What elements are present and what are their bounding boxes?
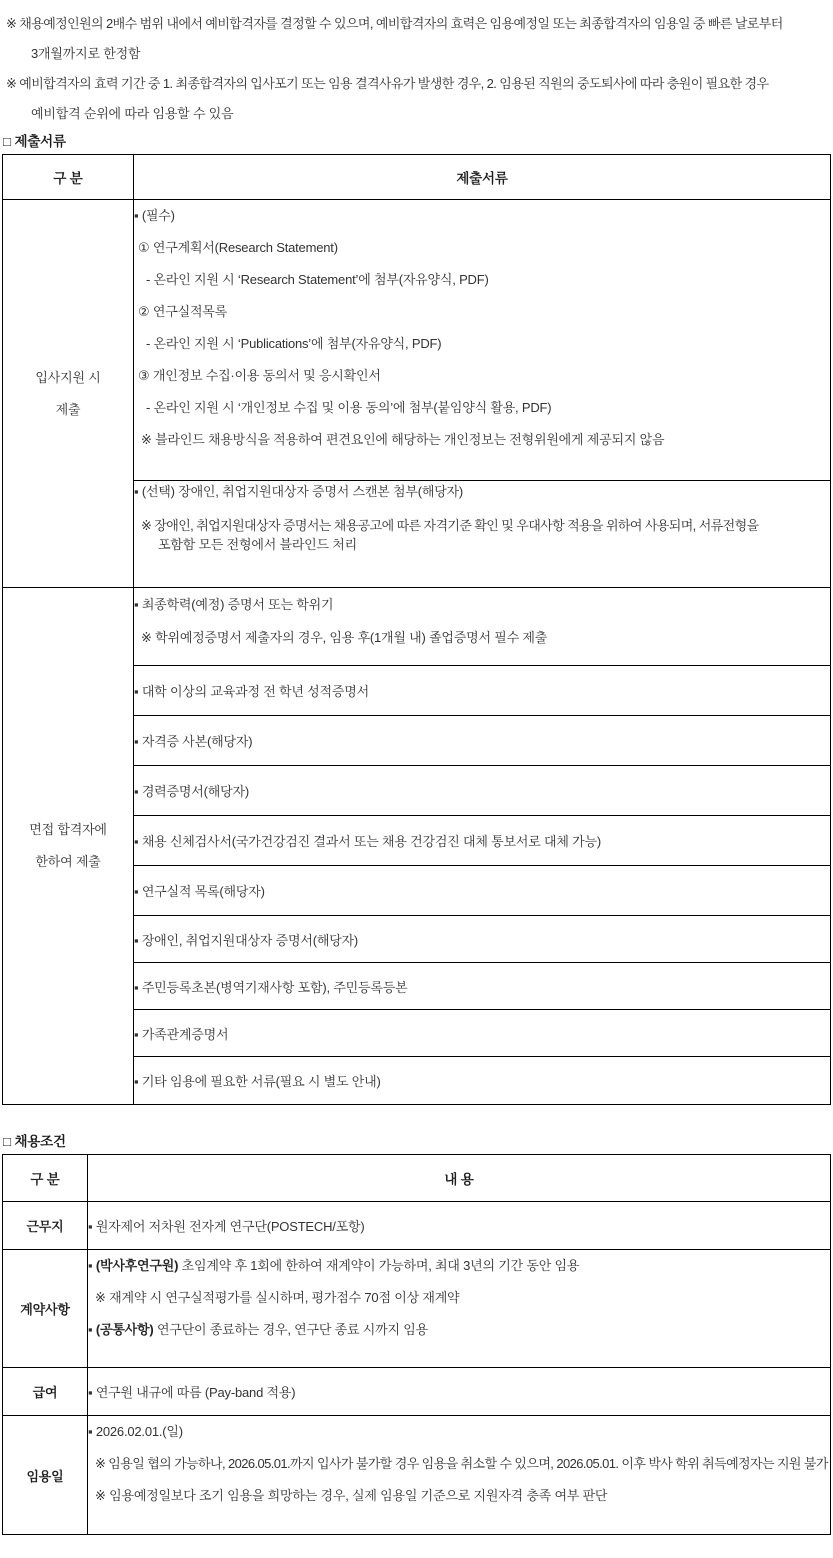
health-exam-cell: ▪ 채용 신체검사서(국가건강검진 결과서 또는 채용 건강검진 대체 통보서로 대체 가능) xyxy=(134,816,831,866)
note-line-4: 예비합격 순위에 따라 임용할 수 있음 xyxy=(31,106,234,121)
note-line-3: ※ 예비합격자의 효력 기간 중 1. 최종합격자의 입사포기 또는 임용 결격사유가 발생한 경우, 2. 임용된 직원의 중도퇴사에 따라 충원이 필요한 경우 xyxy=(6,76,769,91)
contract-line-common xyxy=(88,1314,830,1346)
doc-line-research-statement: ① 연구계획서(Research Statement) xyxy=(138,240,338,255)
documents-header-documents: 제출서류 xyxy=(134,155,831,200)
doc-line-publications: ② 연구실적목록 xyxy=(138,304,228,319)
doc-line-privacy-consent-attach: - 온라인 지원 시 ‘개인정보 수집 및 이용 동의’에 첨부(붙임양식 활용, PDF) xyxy=(146,400,552,415)
doc-line-blind-note: ※ 블라인드 채용방식을 적용하여 편견요인에 해당하는 개인정보는 전형위원에게 제공되지 않음 xyxy=(141,432,665,447)
apply-stage-label-line2: 제출 xyxy=(55,401,81,417)
contract-label: 계약사항 xyxy=(3,1250,88,1368)
conditions-header-content: 내 용 xyxy=(88,1155,831,1202)
resident-register-cell: ▪ 주민등록초본(병역기재사항 포함), 주민등록등본 xyxy=(134,963,831,1010)
table-row xyxy=(3,588,831,666)
note-line-1: ※ 채용예정인원의 2배수 범위 내에서 예비합격자를 결정할 수 있으며, 예비합격자의 효력은 임용예정일 또는 최종합격자의 임용일 중 빠른 날로부터 xyxy=(6,16,783,31)
doc-line-publications-attach: - 온라인 지원 시 ‘Publications’에 첨부(자유양식, PDF) xyxy=(146,336,442,351)
documents-section-heading: □ 제출서류 xyxy=(3,134,66,149)
apply-stage-label-line1: 입사지원 시 xyxy=(35,369,101,385)
transcript-cell: ▪ 대학 이상의 교육과정 전 학년 성적증명서 xyxy=(134,666,831,716)
note-line-2: 3개월까지로 한정함 xyxy=(31,46,141,61)
doc-line-optional-note-2: 포함함 모든 전형에서 블라인드 처리 xyxy=(158,537,358,552)
bullet: ▪ xyxy=(88,1258,96,1273)
other-documents-cell: ▪ 기타 임용에 필요한 서류(필요 시 별도 안내) xyxy=(134,1057,831,1105)
doc-line-required-header: ▪ (필수) xyxy=(134,208,175,223)
appointment-line-deadline-note: ※ 임용일 협의 가능하나, 2026.05.01.까지 입사가 불가할 경우 임용을 취소할 수 있으며, 2026.05.01. 이후 박사 학위 취득예정자는 지원 불가 xyxy=(95,1456,828,1471)
conditions-table-header-row xyxy=(3,1155,831,1202)
research-list-cell: ▪ 연구실적 목록(해당자) xyxy=(134,866,831,916)
conditions-section-heading: □ 채용조건 xyxy=(3,1134,66,1149)
conditions-table xyxy=(2,1154,831,1535)
disability-certificate-cell: ▪ 장애인, 취업지원대상자 증명서(해당자) xyxy=(134,916,831,963)
doc-line-privacy-consent: ③ 개인정보 수집·이용 동의서 및 응시확인서 xyxy=(138,368,381,383)
family-relation-cell: ▪ 가족관계증명서 xyxy=(134,1010,831,1057)
apply-stage-label-cell xyxy=(3,200,134,588)
contract-content-cell xyxy=(88,1250,831,1368)
appointment-line-date: ▪ 2026.02.01.(일) xyxy=(88,1424,183,1439)
table-row xyxy=(3,1202,831,1250)
appointment-date-content-cell xyxy=(88,1416,831,1535)
optional-documents-cell xyxy=(134,481,831,588)
salary-content-cell: ▪ 연구원 내규에 따름 (Pay-band 적용) xyxy=(88,1368,831,1416)
doc-line-degree: ▪ 최종학력(예정) 증명서 또는 학위기 xyxy=(134,597,334,612)
contract-line-common-text: 연구단이 종료하는 경우, 연구단 종료 시까지 임용 xyxy=(153,1322,428,1337)
documents-table-header-row xyxy=(3,155,831,200)
documents-table xyxy=(2,154,831,1105)
interview-stage-label-line2: 한하여 제출 xyxy=(35,854,101,869)
salary-label: 급여 xyxy=(3,1368,88,1416)
required-documents-cell xyxy=(134,200,831,481)
table-row xyxy=(3,1250,831,1368)
appointment-line-early-note: ※ 임용예정일보다 조기 임용을 희망하는 경우, 실제 임용일 기준으로 지원자격 충족 여부 판단 xyxy=(95,1488,608,1503)
doc-line-degree-note: ※ 학위예정증명서 제출자의 경우, 임용 후(1개월 내) 졸업증명서 필수 제출 xyxy=(141,630,548,645)
workplace-content-cell: ▪ 원자제어 저차원 전자계 연구단(POSTECH/포항) xyxy=(88,1202,831,1250)
contract-line-postdoc xyxy=(88,1250,830,1282)
license-copy-cell: ▪ 자격증 사본(해당자) xyxy=(134,716,831,766)
documents-header-division: 구 분 xyxy=(3,155,134,200)
contract-line-evaluation-note: ※ 재계약 시 연구실적평가를 실시하며, 평가점수 70점 이상 재계약 xyxy=(95,1290,460,1305)
doc-line-research-statement-attach: - 온라인 지원 시 ‘Research Statement’에 첨부(자유양식, PDF) xyxy=(146,272,489,287)
pre-notes xyxy=(0,0,833,129)
interview-stage-label-line1: 면접 합격자에 xyxy=(29,822,107,837)
table-row xyxy=(3,200,831,481)
contract-line-common-bold: (공통사항) xyxy=(95,1322,154,1337)
interview-stage-label-cell xyxy=(3,588,134,1105)
doc-line-optional-note-1: ※ 장애인, 취업지원대상자 증명서는 채용공고에 따른 자격기준 확인 및 우대사항 적용을 위하여 사용되며, 서류전형을 xyxy=(141,518,759,533)
doc-line-optional: ▪ (선택) 장애인, 취업지원대상자 증명서 스캔본 첨부(해당자) xyxy=(134,484,464,499)
conditions-header-division: 구 분 xyxy=(3,1155,88,1202)
career-certificate-cell: ▪ 경력증명서(해당자) xyxy=(134,766,831,816)
degree-certificate-cell xyxy=(134,588,831,666)
workplace-label: 근무지 xyxy=(3,1202,88,1250)
appointment-date-label: 임용일 xyxy=(3,1416,88,1535)
table-row xyxy=(3,1368,831,1416)
bullet: ▪ xyxy=(88,1322,96,1337)
contract-line-postdoc-bold: (박사후연구원) xyxy=(95,1258,179,1273)
contract-line-postdoc-text: 초임계약 후 1회에 한하여 재계약이 가능하며, 최대 3년의 기간 동안 임용 xyxy=(178,1258,580,1273)
table-row xyxy=(3,1416,831,1535)
